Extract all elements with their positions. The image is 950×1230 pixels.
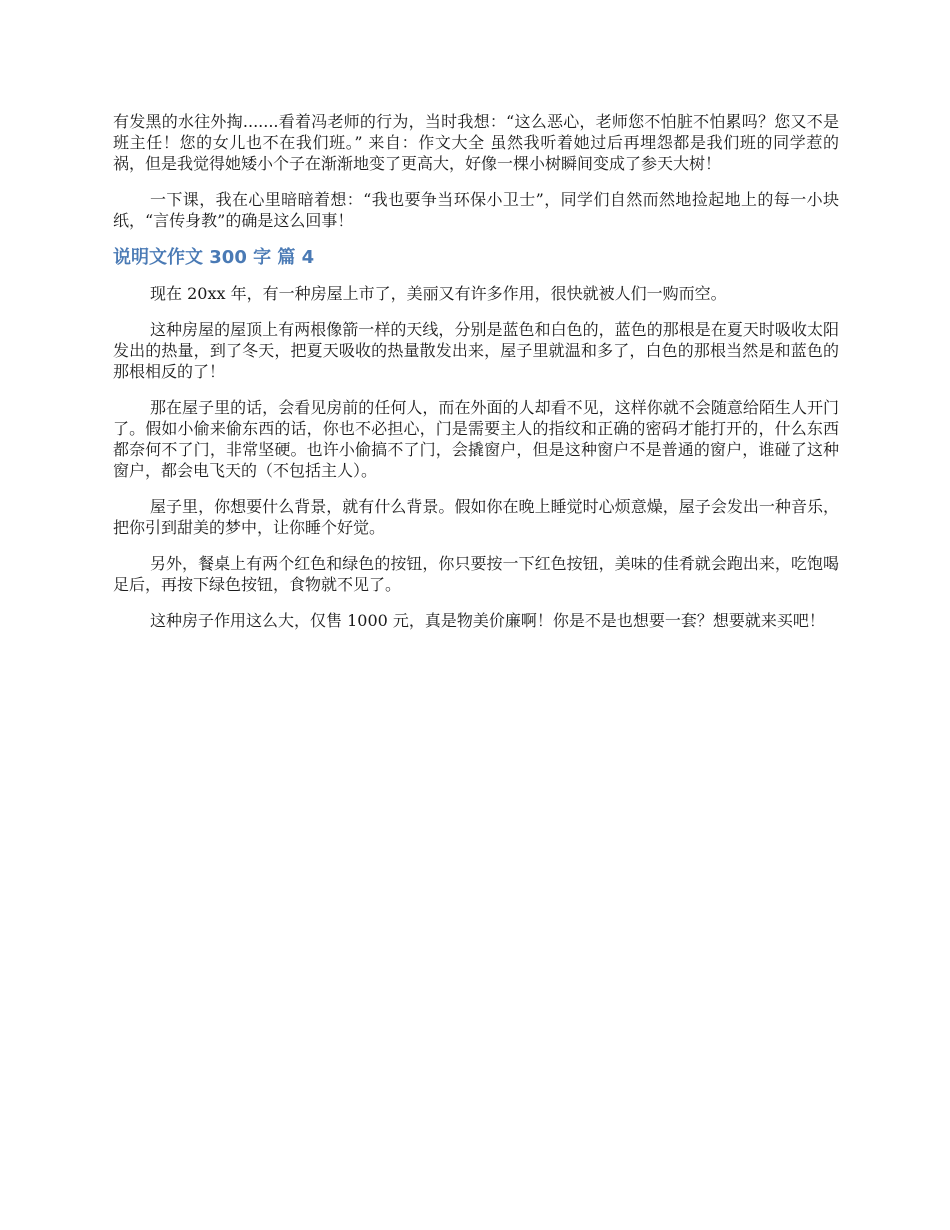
paragraph-background-music: 屋子里，你想要什么背景，就有什么背景。假如你在晚上睡觉时心烦意燥，屋子会发出一种音乐，把你引到甜美的梦中，让你睡个好觉。 [113, 497, 839, 537]
paragraph-continued: 有发黑的水往外掏.......看着冯老师的行为，当时我想：“这么恶心，老师您不怕脏不怕累吗？您又不是班主任！您的女儿也不在我们班。” 来自：作文大全 虽然我听着她过后再埋怨都是我们班的同学惹的祸，但是我觉得她矮小个子在渐渐地变了更高大，好像一棵小树瞬间变成了参天大树！ [113, 112, 839, 173]
paragraph-price: 这种房子作用这么大，仅售 1000 元，真是物美价廉啊！你是不是也想要一套？想要就来买吧！ [150, 611, 825, 630]
section-heading: 说明文作文 300 字 篇 4 [113, 247, 315, 268]
paragraph-intro: 现在 20xx 年，有一种房屋上市了，美丽又有许多作用，很快就被人们一购而空。 [150, 284, 727, 303]
document-body [113, 111, 839, 646]
paragraph-after-class: 一下课，我在心里暗暗着想：“我也要争当环保小卫士”，同学们自然而然地捡起地上的每一小块纸，“言传身教”的确是这么回事！ [113, 190, 839, 230]
paragraph-dining-buttons: 另外，餐桌上有两个红色和绿色的按钮，你只要按一下红色按钮，美味的佳肴就会跑出来，吃饱喝足后，再按下绿色按钮，食物就不见了。 [113, 554, 839, 594]
paragraph-roof-antennas: 这种房屋的屋顶上有两根像箭一样的天线，分别是蓝色和白色的，蓝色的那根是在夏天时吸收太阳发出的热量，到了冬天，把夏天吸收的热量散发出来，屋子里就温和多了，白色的那根当然是和蓝色的那根相反的了！ [113, 320, 839, 381]
paragraph-security: 那在屋子里的话，会看见房前的任何人，而在外面的人却看不见，这样你就不会随意给陌生人开门了。假如小偷来偷东西的话，你也不必担心，门是需要主人的指纹和正确的密码才能打开的，什么东西都奈何不了门，非常坚硬。也许小偷搞不了门，会撬窗户，但是这种窗户不是普通的窗户，谁碰了这种窗户，都会电飞天的（不包括主人）。 [113, 398, 839, 480]
